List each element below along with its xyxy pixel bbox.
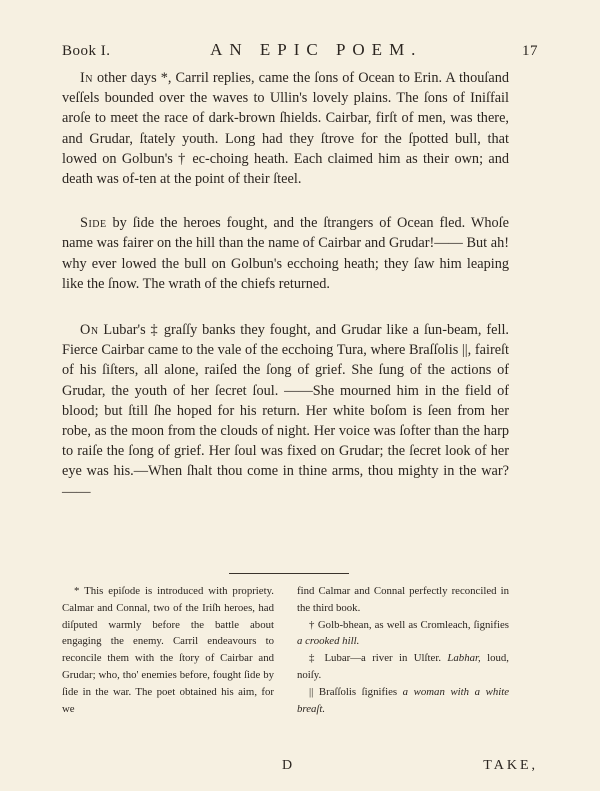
signature-mark: D bbox=[282, 758, 293, 773]
running-title: AN EPIC POEM. bbox=[210, 40, 423, 59]
page-number: 17 bbox=[522, 43, 538, 59]
footnote-rule bbox=[229, 573, 349, 574]
paragraph-text: Lubar's ‡ graſſy banks they fought, and Grudar like a ſun-beam, fell. Fierce Cairbar came to the vale of the ecchoing Tura, where Braſſolis ||, faireſt of his ſiſters, all alone, raiſed the ſong of grief. She ſung of the actions of Grudar, the youth of her ſecret ſoul. ——She mourned him in the field of blood; but ſtill ſhe hoped for his return. Her white boſom is ſeen from her robe, as the moon from the clouds of night. Her voice was ſofter than the harp to raiſe the ſong of grief. Her ſoul was fixed on Grudar; the ſecret look of her eye was his.—When ſhalt thou come in thine arms, thou mighty in the war?—— bbox=[62, 322, 509, 500]
paragraph bbox=[62, 213, 509, 294]
book-label: Book I. bbox=[62, 43, 111, 59]
footnote-column-right bbox=[297, 583, 509, 717]
footnote: ‡ Lubar—a river in Ulſter. Labhar, loud, noiſy. bbox=[297, 652, 509, 681]
footnote-continuation: find Calmar and Connal perfectly reconciled in the third book. bbox=[297, 585, 509, 614]
footnote-italic: a woman with a white breaſt. bbox=[297, 685, 510, 715]
running-header bbox=[62, 40, 538, 62]
main-text bbox=[62, 68, 509, 526]
paragraph-text: other days *, Carril replies, came the ſons of Ocean to Erin. A thouſand veſſels bounded over the waves to Ullin's lovely plains. The ſons of Iniſfail aroſe to meet the race of dark-brown ſhields. Cairbar, firſt of men, was there, and Grudar, ſtately youth. Long had they ſtrove for the ſpotted bull, that lowed on Golbun's † ec-choing heath. Each claimed him as their own; and death was of-ten at the point of their ſteel. bbox=[62, 70, 509, 188]
paragraph-text: by ſide the heroes fought, and the ſtrangers of Ocean fled. Whoſe name was fairer on the hill than the name of Cairbar and Grudar!—— But ah! why ever lowed the bull on Golbun's ecchoing heath; they ſaw him leaping like the ſnow. The wrath of the chiefs returned. bbox=[62, 215, 509, 292]
footnote-italic: a crooked hill. bbox=[297, 635, 360, 648]
footnote: * This epiſode is introduced with propriety. Calmar and Connal, two of the Iriſh heroes, had diſputed warmly before the battle about engaging the enemy. Carril endeavours to reconcile them with the ſtory of Cairbar and Grudar; who, tho' enemies before, fought ſide by ſide in the war. The poet obtained his aim, for we bbox=[62, 585, 274, 715]
footnote: || Braſſolis ſignifies a woman with a white breaſt. bbox=[297, 685, 510, 715]
paragraph-lead: Side bbox=[80, 215, 107, 232]
catchword: TAKE, bbox=[483, 758, 538, 773]
footnote-column-left bbox=[62, 583, 274, 717]
paragraph bbox=[62, 68, 509, 189]
paragraph-lead: On bbox=[80, 322, 99, 339]
footnote-italic: Labhar, bbox=[447, 652, 481, 665]
footnotes bbox=[62, 583, 509, 717]
footnote: † Golb-bhean, as well as Cromleach, ſignifies a crooked hill. bbox=[297, 618, 509, 648]
paragraph-lead: In bbox=[80, 70, 93, 86]
paragraph bbox=[62, 320, 509, 502]
